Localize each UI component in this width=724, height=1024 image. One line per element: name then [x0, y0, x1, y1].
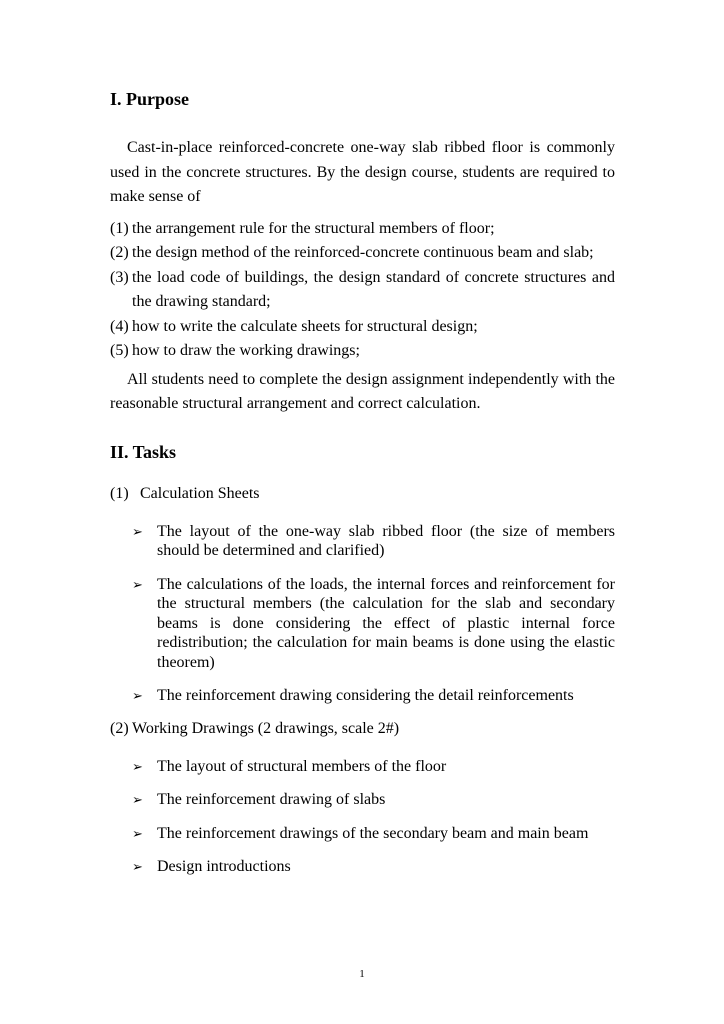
task-bullet-text: The layout of the one-way slab ribbed floor (the size of members should be determined and clarified) — [157, 522, 615, 559]
purpose-item-text: how to write the calculate sheets for structural design; — [132, 317, 478, 335]
task-bullet-text: The layout of structural members of the floor — [157, 757, 447, 775]
purpose-list — [110, 217, 615, 364]
arrow-bullet-icon: ➢ — [132, 576, 143, 592]
task-bullet-text: The reinforcement drawings of the secondary beam and main beam — [157, 824, 589, 842]
task-group-heading — [110, 718, 615, 740]
purpose-item — [110, 315, 615, 340]
task-bullet-text: The reinforcement drawing considering the detail reinforcements — [157, 687, 574, 704]
tasks-heading: II. Tasks — [110, 441, 177, 462]
task-bullet-text: The reinforcement drawing of slabs — [157, 791, 386, 808]
purpose-item-number: (4) — [110, 317, 129, 335]
purpose-heading: I. Purpose — [110, 89, 190, 109]
task-group-number: (2) — [110, 719, 129, 737]
arrow-bullet-icon: ➢ — [132, 758, 143, 774]
task-group-number: (1) — [110, 484, 129, 502]
task-bullet — [132, 575, 615, 673]
task-bullet-text: Design introductions — [157, 858, 291, 875]
task-bullet — [132, 522, 615, 561]
task-group-heading — [110, 483, 615, 505]
task-group-title: Working Drawings (2 drawings, scale 2#) — [132, 719, 400, 737]
task-bullet — [132, 857, 615, 877]
page-content — [110, 88, 615, 877]
task-bullet — [132, 824, 615, 844]
task-bullet-list — [110, 757, 615, 877]
purpose-item-text: the arrangement rule for the structural members of floor; — [132, 219, 495, 237]
task-bullet-list — [110, 522, 615, 706]
purpose-item-text: the design method of the reinforced-concrete continuous beam and slab; — [132, 244, 594, 261]
purpose-item-number: (1) — [110, 219, 129, 237]
purpose-closing: All students need to complete the design assignment independently with the reasonable structural arrangement and correct calculation. — [110, 370, 615, 412]
task-bullet — [132, 686, 615, 706]
arrow-bullet-icon: ➢ — [132, 792, 143, 807]
purpose-intro: Cast-in-place reinforced-concrete one-way slab ribbed floor is commonly used in the concrete structures. By the design course, students are required to make sense of — [110, 139, 615, 205]
purpose-item-number: (2) — [110, 244, 129, 261]
arrow-bullet-icon: ➢ — [132, 688, 143, 703]
arrow-bullet-icon: ➢ — [132, 859, 143, 874]
task-bullet — [132, 790, 615, 810]
purpose-item-number: (5) — [110, 342, 129, 359]
purpose-item — [110, 339, 615, 364]
task-bullet — [132, 757, 615, 777]
purpose-item — [110, 241, 615, 266]
task-bullet-text: The calculations of the loads, the internal forces and reinforcement for the structural members (the calculation for the slab and secondary beams is done considering the effect of plastic internal force redistribution; the calculation for main beams is done using the elastic theorem) — [157, 575, 615, 671]
purpose-item — [110, 217, 615, 242]
purpose-item-text: how to draw the working drawings; — [132, 342, 360, 359]
arrow-bullet-icon: ➢ — [132, 825, 143, 841]
purpose-item-text: the load code of buildings, the design standard of concrete structures and the drawing standard; — [132, 268, 615, 310]
purpose-item — [110, 266, 615, 315]
task-group-title: Calculation Sheets — [140, 484, 260, 502]
purpose-item-number: (3) — [110, 268, 129, 286]
arrow-bullet-icon: ➢ — [132, 523, 143, 539]
page-number: 1 — [359, 968, 365, 980]
